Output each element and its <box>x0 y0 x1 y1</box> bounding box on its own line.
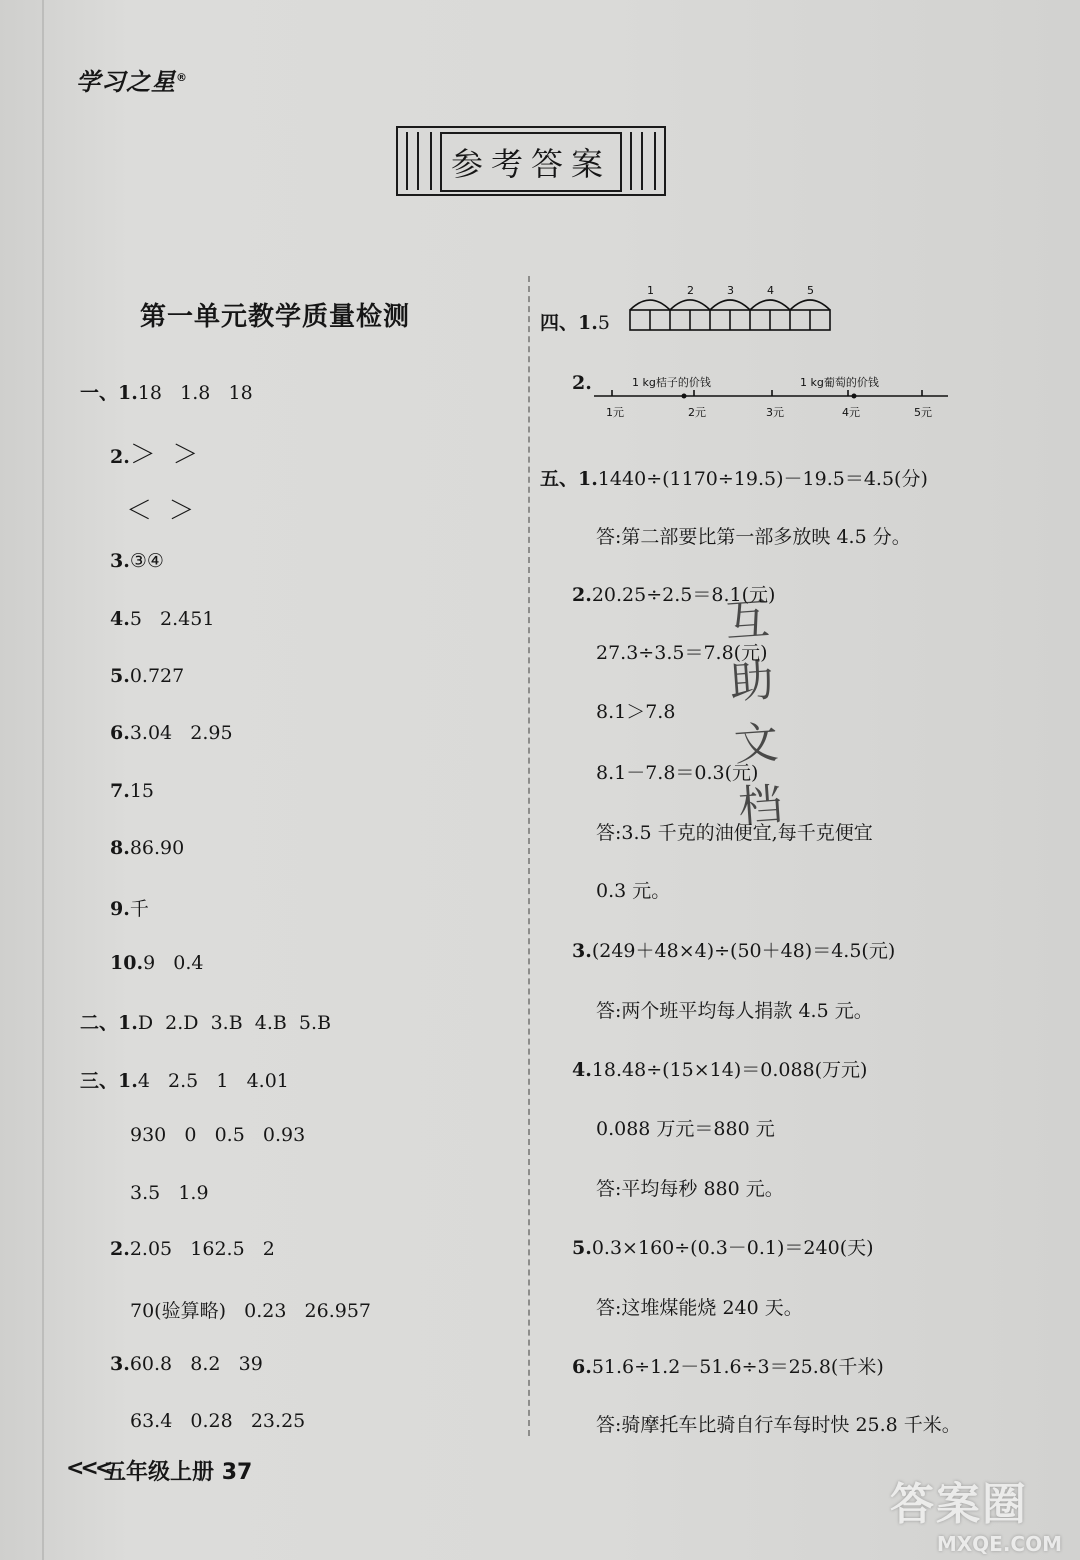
answer-line: 二、1.D 2.D 3.B 4.B 5.B <box>80 1012 332 1034</box>
watermark-url: MXQE.COM <box>936 1532 1062 1556</box>
answer-line: 2. <box>572 372 592 394</box>
number-line-tick: 4元 <box>842 406 860 419</box>
answer-line: 10.9 0.4 <box>110 952 204 974</box>
watermark <box>890 1468 1070 1556</box>
answer-line: 答:骑摩托车比骑自行车每时快 25.8 千米。 <box>596 1414 961 1436</box>
fence-diagram <box>626 282 836 334</box>
answer-line: 4.18.48÷(15×14)＝0.088(万元) <box>572 1059 868 1081</box>
handwriting-annotation <box>712 590 802 850</box>
answer-line: 0.088 万元＝880 元 <box>596 1118 775 1140</box>
answer-line: 2.2.05 162.5 2 <box>110 1238 275 1260</box>
answer-line: 3.③④ <box>110 550 164 572</box>
answer-line: 3.(249＋48×4)÷(50＋48)＝4.5(元) <box>572 940 896 962</box>
number-line-tick: 1元 <box>606 406 624 419</box>
banner-right-decor <box>630 132 656 190</box>
section-title: 第一单元教学质量检测 <box>140 302 411 332</box>
answer-line: 930 0 0.5 0.93 <box>130 1124 306 1146</box>
number-line-label-right: 1 kg葡萄的价钱 <box>800 376 879 389</box>
watermark-text: 答案圈 <box>890 1479 1028 1530</box>
answer-line: 答:两个班平均每人捐款 4.5 元。 <box>596 1000 873 1022</box>
logo-text: 学习之星 <box>76 68 176 96</box>
fence-number: 2 <box>687 284 694 297</box>
column-divider <box>528 276 530 1436</box>
logo <box>76 62 188 97</box>
number-line-tick: 5元 <box>914 406 932 419</box>
logo-mark: ® <box>176 71 188 84</box>
answer-line: 5.0.3×160÷(0.3－0.1)＝240(天) <box>572 1237 874 1259</box>
answer-line: 6.51.6÷1.2－51.6÷3＝25.8(千米) <box>572 1356 884 1378</box>
answer-line: 5.0.727 <box>110 665 185 687</box>
answer-line: 五、1.1440÷(1170÷19.5)－19.5＝4.5(分) <box>540 468 928 490</box>
footer-arrows: <<< <box>66 1456 110 1481</box>
answer-line: 0.3 元。 <box>596 880 671 902</box>
answer-line: 2.20.25÷2.5＝8.1(元) <box>572 584 776 606</box>
answer-line: 8.86.90 <box>110 837 185 859</box>
answer-line: 三、1.4 2.5 1 4.01 <box>80 1070 289 1092</box>
answer-line: ＜ ＞ <box>126 496 195 526</box>
answer-line: 2.＞ ＞ <box>110 440 199 470</box>
answer-line: 答:3.5 千克的油便宜,每千克便宜 <box>596 822 873 844</box>
fence-number: 5 <box>807 284 814 297</box>
answer-line: 四、1.5 <box>540 312 610 334</box>
answer-line: 27.3÷3.5＝7.8(元) <box>596 642 768 664</box>
number-line-diagram <box>592 370 952 426</box>
answer-line: 8.1－7.8＝0.3(元) <box>596 762 759 784</box>
answer-line: 答:这堆煤能烧 240 天。 <box>596 1297 803 1319</box>
fence-number: 3 <box>727 284 734 297</box>
number-line-tick: 2元 <box>688 406 706 419</box>
answer-line: 一、1.18 1.8 18 <box>80 382 253 404</box>
answer-line: 答:第二部要比第一部多放映 4.5 分。 <box>596 526 911 548</box>
answer-line: 70(验算略) 0.23 26.957 <box>130 1300 372 1322</box>
number-line-tick: 3元 <box>766 406 784 419</box>
fence-number: 4 <box>767 284 774 297</box>
footer-grade: 五年级上册 37 <box>104 1460 253 1485</box>
answer-line: 9.千 <box>110 898 149 920</box>
binding-line <box>42 0 44 1560</box>
number-line-label-left: 1 kg桔子的价钱 <box>632 376 711 389</box>
banner <box>396 126 666 196</box>
handwriting-text: 互助文档 <box>723 593 785 834</box>
fence-number: 1 <box>647 284 654 297</box>
answer-line: 7.15 <box>110 780 155 802</box>
banner-left-decor <box>406 132 432 190</box>
answer-line: 6.3.04 2.95 <box>110 722 233 744</box>
answer-line: 3.60.8 8.2 39 <box>110 1353 263 1375</box>
banner-title: 参考答案 <box>440 132 622 192</box>
answer-line: 63.4 0.28 23.25 <box>130 1410 306 1432</box>
answer-line: 3.5 1.9 <box>130 1182 209 1204</box>
answer-line: 答:平均每秒 880 元。 <box>596 1178 784 1200</box>
page-number: 37 <box>221 1460 253 1485</box>
answer-line: 4.5 2.451 <box>110 608 215 630</box>
answer-line: 8.1＞7.8 <box>596 701 676 723</box>
